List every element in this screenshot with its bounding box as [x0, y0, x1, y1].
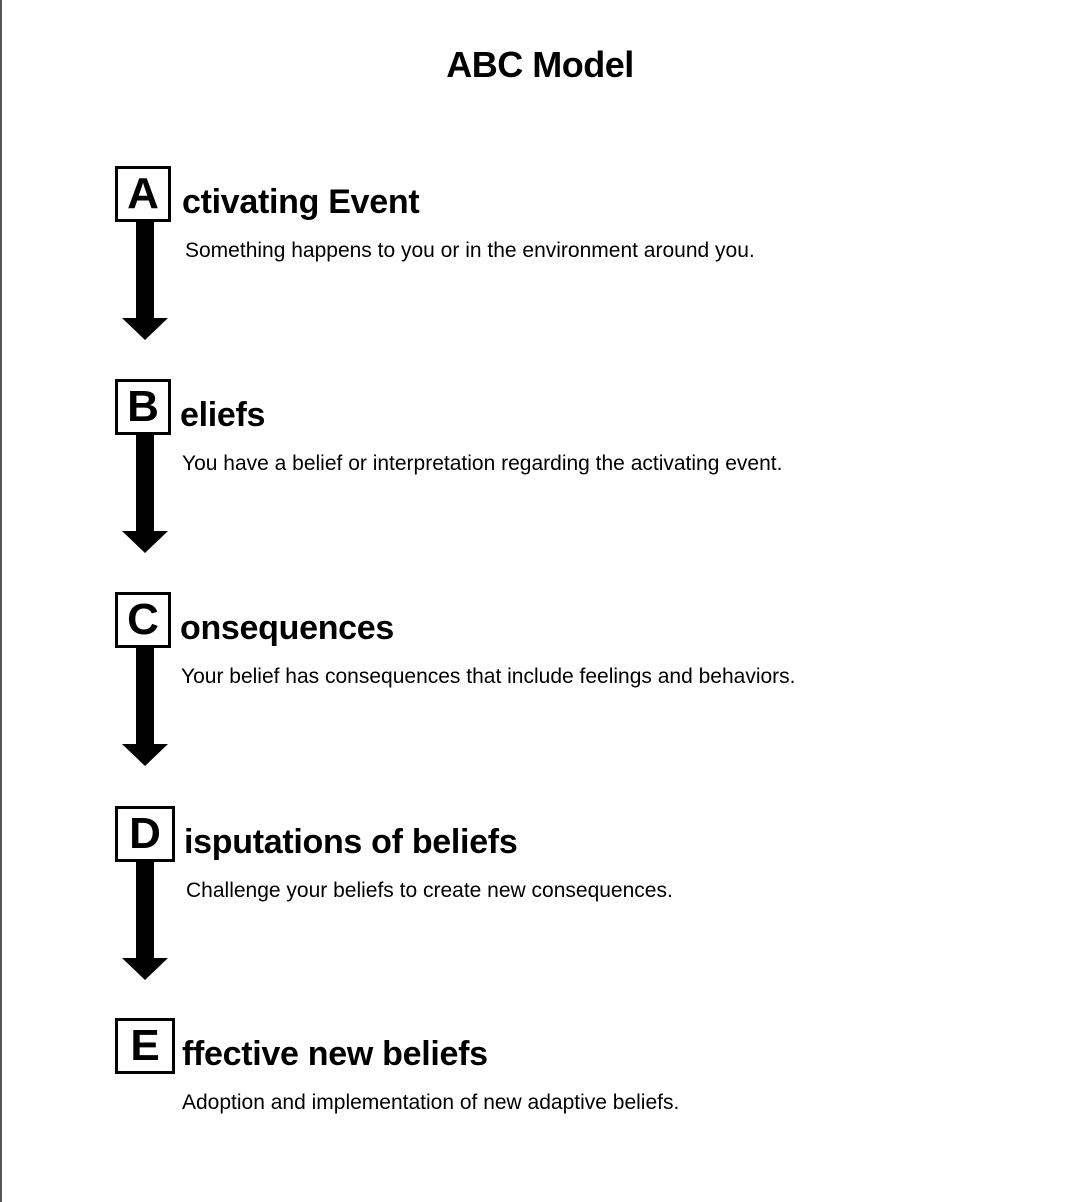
step-description: You have a belief or interpretation regarding the activating event. — [182, 452, 783, 475]
down-arrow-icon — [122, 435, 168, 555]
step-letter-box: E — [115, 1018, 175, 1074]
step-heading: eliefs — [180, 396, 266, 434]
down-arrow-icon — [122, 862, 168, 982]
step-description: Your belief has consequences that include feelings and behaviors. — [181, 665, 796, 688]
step-description: Adoption and implementation of new adaptive beliefs. — [182, 1091, 680, 1114]
page-left-border — [0, 0, 2, 1202]
step-heading: isputations of beliefs — [184, 823, 518, 861]
down-arrow-icon — [122, 222, 168, 342]
step-letter-box: D — [115, 806, 175, 862]
down-arrow-icon — [122, 648, 168, 768]
step-heading: ctivating Event — [182, 183, 420, 221]
step-letter-box: A — [115, 166, 171, 222]
step-description: Challenge your beliefs to create new consequences. — [186, 879, 673, 902]
step-letter-box: B — [115, 379, 171, 435]
step-heading: ffective new beliefs — [182, 1035, 488, 1073]
page-title: ABC Model — [446, 44, 634, 85]
step-heading: onsequences — [180, 609, 394, 647]
step-letter-box: C — [115, 592, 171, 648]
step-description: Something happens to you or in the environment around you. — [185, 239, 755, 262]
